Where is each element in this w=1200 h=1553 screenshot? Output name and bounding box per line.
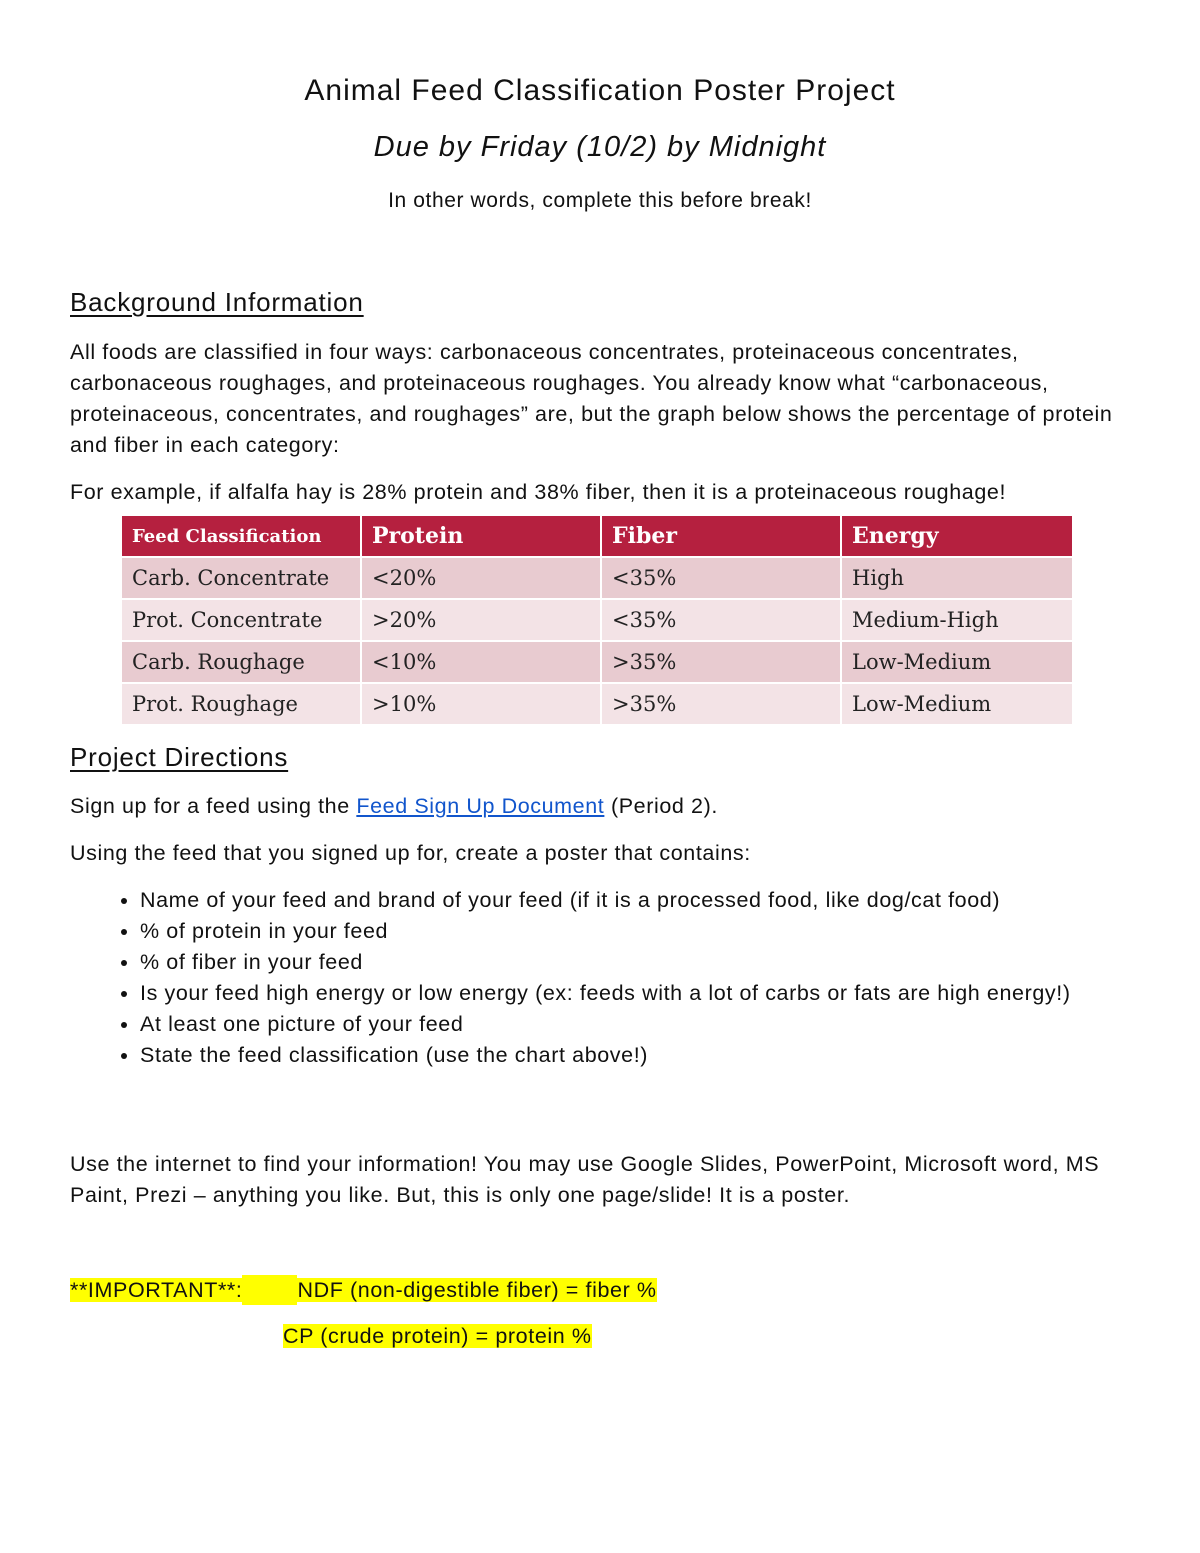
header-fiber: Fiber: [601, 516, 841, 557]
cell-energy: Low-Medium: [841, 641, 1073, 683]
header-feed-classification: Feed Classification: [122, 516, 361, 557]
table-row: [122, 683, 1073, 724]
intro-text: Using the feed that you signed up for, create a poster that contains:: [70, 841, 751, 865]
cell-classification: Carb. Concentrate: [122, 557, 361, 599]
important-line-2: [283, 1321, 592, 1351]
table-row: [122, 599, 1073, 641]
cell-energy: Low-Medium: [841, 683, 1073, 724]
list-item: • Is your feed high energy or low energy (ex: feeds with a lot of carbs or fats are high energy!): [140, 978, 1160, 1009]
list-item: • % of protein in your feed: [140, 916, 1160, 947]
cell-protein: >20%: [361, 599, 601, 641]
list-item: • At least one picture of your feed: [140, 1009, 1160, 1040]
page-title: Animal Feed Classification Poster Project: [304, 74, 896, 107]
list-item: • % of fiber in your feed: [140, 947, 1160, 978]
signup-text-before: Sign up for a feed using the: [70, 794, 357, 818]
cell-fiber: <35%: [601, 557, 841, 599]
background-paragraph: [70, 337, 1130, 461]
closing-text: Use the internet to find your information! You may use Google Slides, PowerPoint, Microsoft word, MS Paint, Prezi – anything you like. But, this is only one page/slide! It is a poster.: [70, 1152, 1100, 1207]
signup-text-after: (Period 2).: [604, 794, 718, 818]
example-text: For example, if alfalfa hay is 28% protein and 38% fiber, then it is a proteinaceous roughage!: [70, 480, 1007, 504]
directions-heading: Project Directions: [70, 742, 289, 772]
cell-fiber: >35%: [601, 683, 841, 724]
directions-intro: [70, 838, 1130, 869]
cell-protein: >10%: [361, 683, 601, 724]
ndf-definition: NDF (non-digestible fiber) = fiber %: [297, 1278, 657, 1302]
cell-classification: Carb. Roughage: [122, 641, 361, 683]
header-energy: Energy: [841, 516, 1073, 557]
important-label: **IMPORTANT**:: [70, 1278, 243, 1302]
background-heading: Background Information: [70, 287, 364, 317]
example-paragraph: [70, 477, 1130, 508]
highlight-gap: [242, 1275, 297, 1305]
closing-paragraph: [70, 1149, 1130, 1211]
header-protein: Protein: [361, 516, 601, 557]
cell-protein: <20%: [361, 557, 601, 599]
important-line-1: [70, 1275, 657, 1305]
cell-classification: Prot. Concentrate: [122, 599, 361, 641]
cell-energy: Medium-High: [841, 599, 1073, 641]
table-row: [122, 641, 1073, 683]
background-text: All foods are classified in four ways: carbonaceous concentrates, proteinaceous concentrates, carbonaceous roughages, and proteinaceous roughages. You already know what “carbonaceous, proteinaceous, concentrates, and roughages” are, but the graph below shows the percentage of protein and fiber in each category:: [70, 340, 1113, 457]
cell-classification: Prot. Roughage: [122, 683, 361, 724]
feed-classification-table: [122, 516, 1074, 724]
cell-fiber: >35%: [601, 641, 841, 683]
requirements-list: [70, 885, 1160, 1071]
cell-protein: <10%: [361, 641, 601, 683]
feed-signup-link[interactable]: Feed Sign Up Document: [356, 794, 605, 818]
due-date-line: Due by Friday (10/2) by Midnight: [373, 131, 827, 163]
list-item: • Name of your feed and brand of your feed (if it is a processed food, like dog/cat food): [140, 885, 1160, 916]
list-item: • State the feed classification (use the chart above!): [140, 1040, 1160, 1071]
subtitle: In other words, complete this before break!: [388, 189, 812, 212]
table-row: [122, 557, 1073, 599]
cp-definition: CP (crude protein) = protein %: [283, 1324, 592, 1348]
cell-energy: High: [841, 557, 1073, 599]
signup-paragraph: [70, 791, 1130, 822]
cell-fiber: <35%: [601, 599, 841, 641]
table-header-row: [122, 516, 1073, 557]
